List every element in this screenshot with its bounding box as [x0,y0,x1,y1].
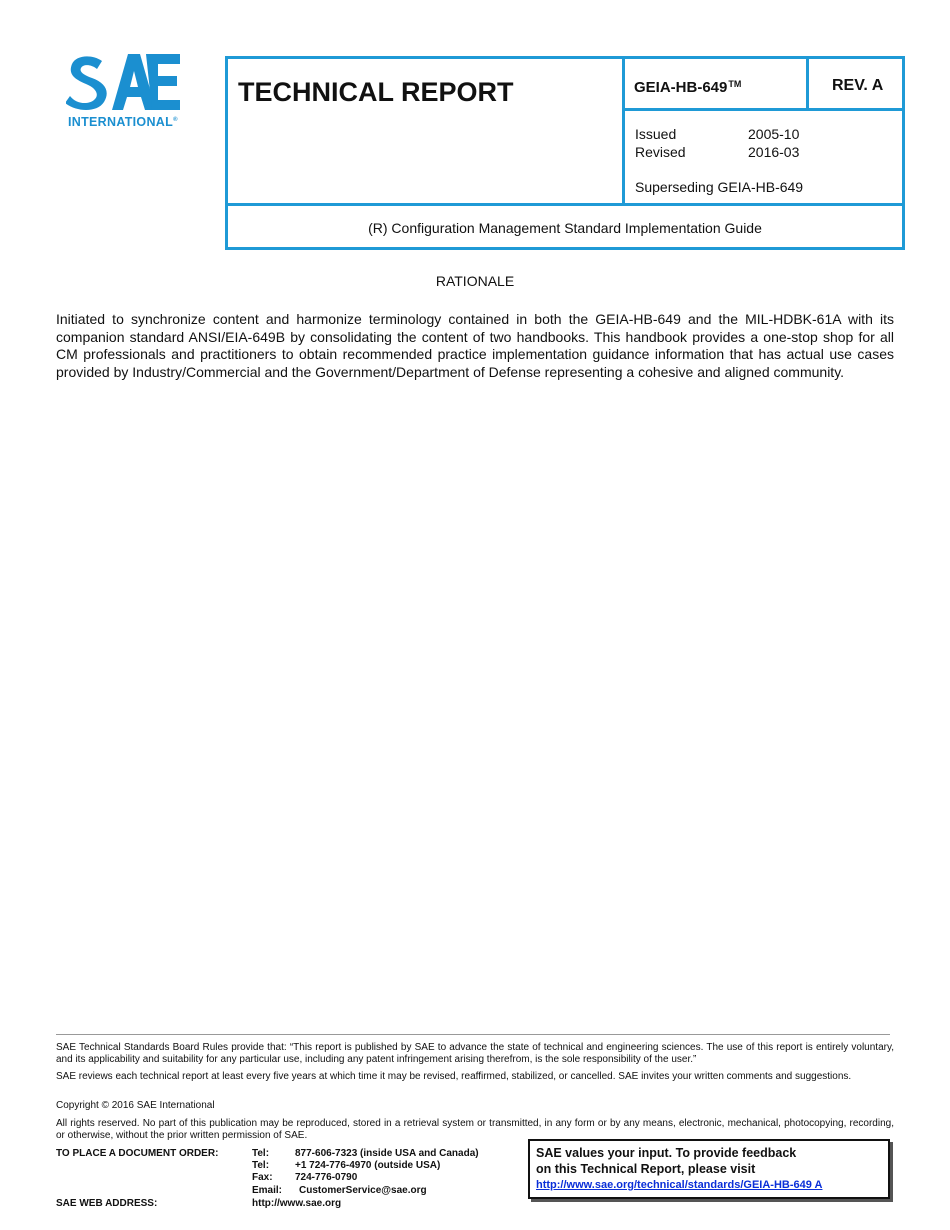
issued-label: Issued [635,126,677,142]
order-label: TO PLACE A DOCUMENT ORDER: [56,1148,219,1159]
logo-wordmark: INTERNATIONAL® [68,115,178,129]
contact-key: Tel: [252,1160,270,1172]
document-number: GEIA-HB-649™ [634,79,742,96]
web-address-link[interactable]: http://www.sae.org [252,1198,342,1209]
feedback-box [528,1139,890,1199]
rights-text: All rights reserved. No part of this publication may be reproduced, stored in a retrieval system or transmitted, in any form or by any means, electronic, mechanical, photocopying, recording, or otherwise, without the prior written permission of SAE. [56,1118,894,1142]
rationale-heading: RATIONALE [435,273,515,289]
web-address-label: SAE WEB ADDRESS: [56,1198,158,1209]
trademark-mark: TM [728,79,742,89]
title-cell [228,59,625,203]
document-number-cell [625,59,809,111]
document-subtitle: (R) Configuration Management Standard Implementation Guide [368,220,762,236]
contact-key: Email: [252,1184,283,1196]
footer-divider [56,1034,890,1035]
contact-key: Fax: [252,1172,273,1184]
report-header-box [225,56,905,250]
contact-email[interactable]: CustomerService@sae.org [299,1184,427,1196]
sae-logo-mark-icon [66,52,182,112]
revision-cell [809,59,902,111]
contact-value: +1 724-776-4970 (outside USA) [295,1160,441,1172]
contact-value: 724-776-0790 [295,1172,358,1184]
issued-row [635,125,895,143]
superseding-note: Superseding GEIA-HB-649 [635,179,804,195]
revised-label: Revised [635,144,686,160]
feedback-line-2: on this Technical Report, please visit [536,1162,756,1176]
date-block [635,125,895,161]
contact-value: 877-606-7323 (inside USA and Canada) [295,1148,479,1159]
revised-value: 2016-03 [748,144,800,160]
sae-logo [66,52,188,132]
report-type-title: TECHNICAL REPORT [238,77,514,107]
rationale-paragraph: Initiated to synchronize content and harmonize terminology contained in both the GEIA-HB-649 and the MIL-HDBK-61A with its companion standard ANSI/EIA-649B by consolidating the content of two handbooks. This handbook provides a one-stop shop for all CM professionals and practitioners to obtain recommended practice implementation guidance information that has actual use cases provided by Industry/Commercial and the Government/Department of Defense representing a cohesive and aligned community. [56,311,894,380]
contact-key: Tel: [252,1148,270,1159]
subtitle-cell [228,203,902,247]
board-rules-text: SAE Technical Standards Board Rules provide that: “This report is published by SAE to advance the state of technical and engineering sciences. The use of this report is entirely voluntary, and its applicability and suitability for any particular use, including any patent infringement arising therefrom, is the sole responsibility of the user.” [56,1042,894,1066]
revision-label: REV. A [832,77,884,94]
review-text: SAE reviews each technical report at least every five years at which time it may be revised, reaffirmed, stabilized, or cancelled. SAE invites your written comments and suggestions. [56,1071,852,1082]
issued-value: 2005-10 [748,126,800,142]
feedback-line-1: SAE values your input. To provide feedback [536,1146,797,1160]
copyright-text: Copyright © 2016 SAE International [56,1100,215,1111]
feedback-link[interactable]: http://www.sae.org/technical/standards/GEIA-HB-649 A [536,1179,823,1191]
revised-row [635,143,895,161]
